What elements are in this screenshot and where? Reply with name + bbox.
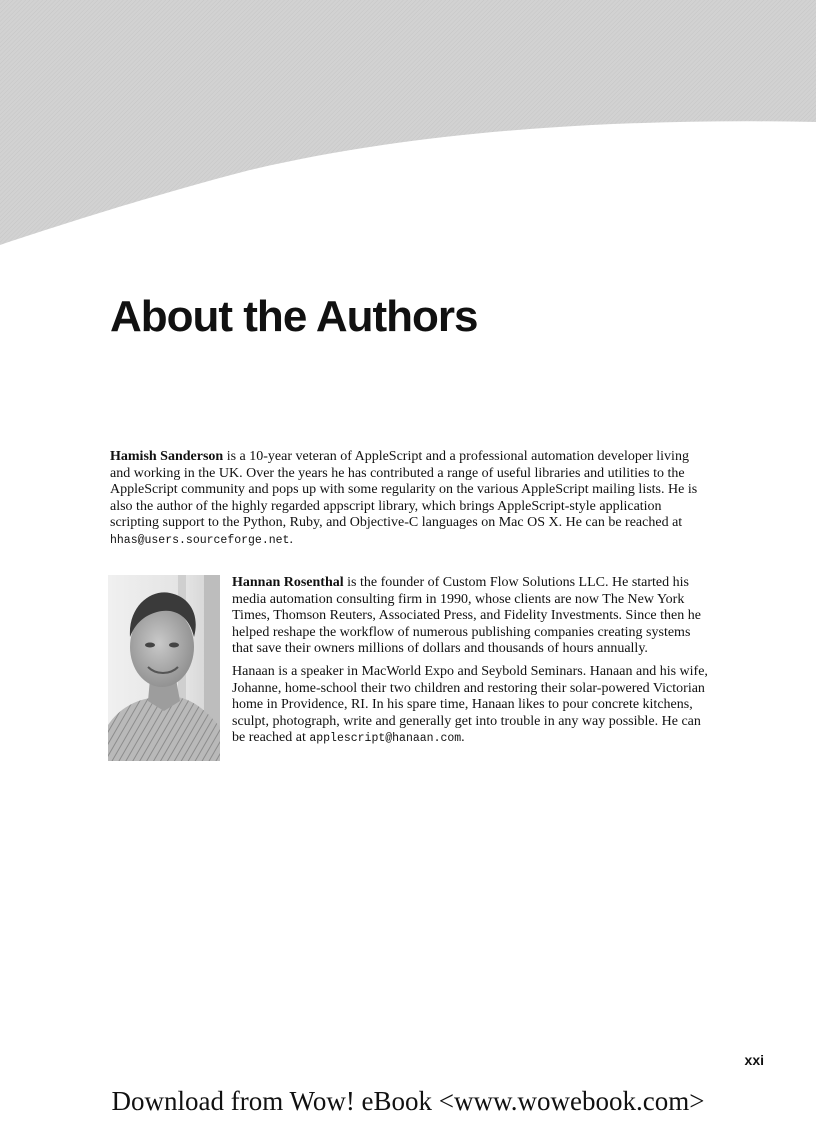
page-title: About the Authors (110, 292, 478, 341)
author-photo (108, 575, 220, 761)
author-bio-hannan-rosenthal (232, 575, 712, 748)
bio-paragraph (232, 575, 712, 658)
bio-paragraph (110, 449, 700, 550)
page-number: xxi (744, 1052, 764, 1068)
bio-end: . (289, 531, 293, 547)
download-footer: Download from Wow! eBook <www.wowebook.com> (111, 1086, 705, 1116)
bio-text: Hanaan is a speaker in MacWorld Expo and Seybold Seminars. Hanaan and his wife, Johanne, home-school their two children and restoring their solar-powered Victorian home in Providence, RI. In his spare time, Hanaan likes to pour concrete kitchens, sculpt, photograph, write and generally get into trouble in any way possible. He can be reached at (232, 663, 708, 746)
author-email: hhas@users.sourceforge.net (110, 533, 290, 547)
author-email: applescript@hanaan.com (309, 732, 462, 746)
bio-paragraph (232, 664, 712, 748)
bio-text: is a 10-year veteran of AppleScript and a professional automation developer living and working in the UK. Over the years he has contributed a range of useful libraries and utilities to the AppleScript community and pops up with some regularity on the various AppleScript mailing lists. He is also the author of the highly regarded appscript library, which brings AppleScript-style application scripting support to the Python, Ruby, and Objective-C languages on Mac OS X. He can be reached at (110, 449, 698, 531)
top-decorative-banner (0, 0, 816, 260)
bio-text: is the founder of Custom Flow Solutions LLC. He started his media automation consulting firm in 1990, whose clients are now The New York Times, Thomson Reuters, Associated Press, and Fidelity Investments. Since then he helped reshape the workflow of numerous publishing companies creating systems that save their owners millions of dollars and thousands of hours annually. (232, 575, 701, 657)
author-bio-hamish-sanderson (110, 449, 700, 550)
author-portrait-image (108, 575, 220, 761)
bio-end: . (461, 730, 465, 746)
author-name: Hannan Rosenthal (232, 575, 344, 590)
author-name: Hamish Sanderson (110, 449, 224, 464)
